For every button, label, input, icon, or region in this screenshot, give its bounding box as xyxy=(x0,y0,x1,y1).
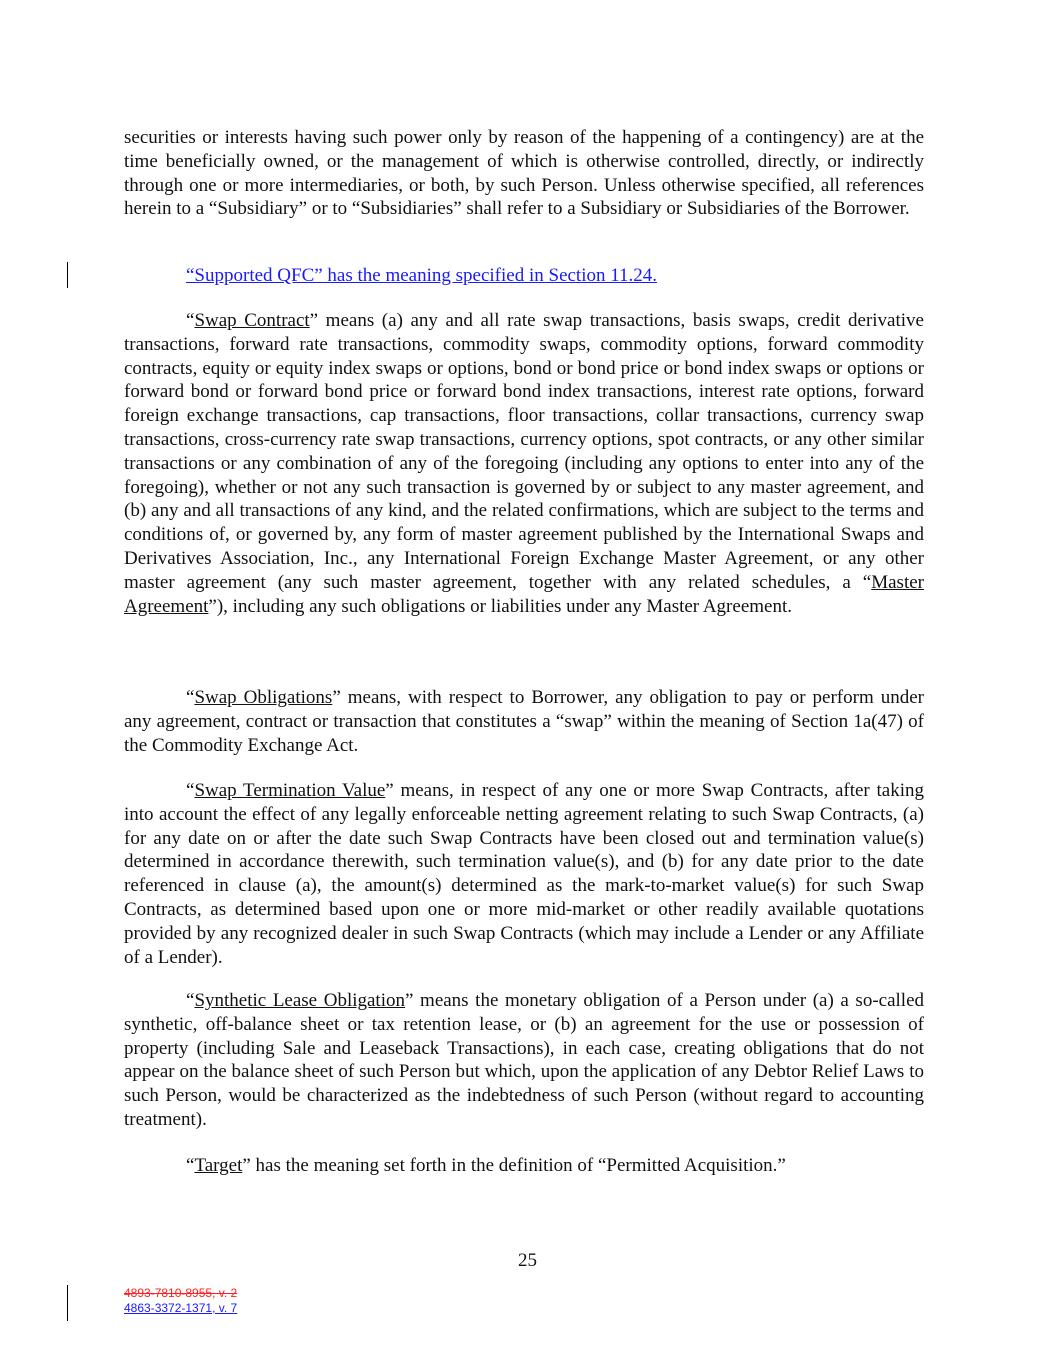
change-bar xyxy=(67,262,68,288)
defined-term: Synthetic Lease Obligation xyxy=(194,990,405,1011)
defined-term: Swap Contract xyxy=(194,310,310,331)
definition-swap-termination-value: “Swap Termination Value” means, in respect of any one or more Swap Contracts, after taking into account the effect of any legally enforceable netting agreement relating to such Swap Contracts, (a) for any date on or after the date such Swap Contracts have been closed out and termination value(s) determined in accordance therewith, such termination value(s), and (b) for any date prior to the date referenced in clause (a), the amount(s) determined as the mark-to-market value(s) for such Swap Contracts, as determined based upon one or more mid-market or other readily available quotations provided by any recognized dealer in such Swap Contracts (which may include a Lender or any Affiliate of a Lender). xyxy=(124,780,924,968)
continuation-paragraph: securities or interests having such power only by reason of the happening of a contingency) are at the time beneficially owned, or the management of which is otherwise controlled, directly, or indirectly through one or more intermediaries, or both, by such Person. Unless otherwise specified, all references herein to a “Subsidiary” or to “Subsidiaries” shall refer to a Subsidiary or Subsidiaries of the Borrower. xyxy=(124,127,924,220)
inserted-text: “Supported QFC” has the meaning specified in Section 11.24. xyxy=(186,265,658,286)
page-number: 25 xyxy=(518,1250,537,1271)
defined-term: Swap Termination Value xyxy=(194,780,386,801)
inserted-doc-id: 4863-3372-1371, v. 7 xyxy=(124,1301,238,1315)
definition-target: “Target” has the meaning set forth in the definition of “Permitted Acquisition.” xyxy=(186,1155,786,1176)
deleted-doc-id: 4893-7810-8955, v. 2 xyxy=(124,1286,238,1300)
definition-swap-contract: “Swap Contract” means (a) any and all rate swap transactions, basis swaps, credit derivative transactions, forward rate transactions, commodity swaps, commodity options, forward commodity contracts, equity or equity index swaps or options, bond or bond price or bond index swaps or options or forward bond or forward bond price or forward bond index transactions, interest rate options, forward foreign exchange transactions, cap transactions, floor transactions, collar transactions, currency swap transactions, cross-currency rate swap transactions, currency options, spot contracts, or any other similar transactions or any combination of any of the foregoing (including any options to enter into any of the foregoing), whether or not any such transaction is governed by or subject to any master agreement, and (b) any and all transactions of any kind, and the related confirmations, which are subject to the terms and conditions of, or governed by, any form of master agreement published by the International Swaps and Derivatives Association, Inc., any International Foreign Exchange Master Agreement, or any other master agreement (any such master agreement, together with any related schedules, a “Master Agreement”), including any such obligations or liabilities under any Master Agreement. xyxy=(124,310,924,617)
defined-term: Master Agreement xyxy=(124,571,924,617)
definition-swap-obligations: “Swap Obligations” means, with respect to Borrower, any obligation to pay or perform under any agreement, contract or transaction that constitutes a “swap” within the meaning of Section 1a(47) of the Commodity Exchange Act. xyxy=(124,687,924,756)
definition-synthetic-lease-obligation: “Synthetic Lease Obligation” means the monetary obligation of a Person under (a) a so-called synthetic, off-balance sheet or tax retention lease, or (b) an agreement for the use or possession of property (including Sale and Leaseback Transactions), in each case, creating obligations that do not appear on the balance sheet of such Person but which, upon the application of any Debtor Relief Laws to such Person, would be characterized as the indebtedness of such Person (without regard to accounting treatment). xyxy=(124,990,925,1130)
document-id-footer xyxy=(124,1286,237,1316)
defined-term: Target xyxy=(194,1155,243,1176)
defined-term: Swap Obligations xyxy=(194,687,333,708)
definition-supported-qfc xyxy=(124,264,924,288)
footer-change-bar xyxy=(67,1285,68,1321)
